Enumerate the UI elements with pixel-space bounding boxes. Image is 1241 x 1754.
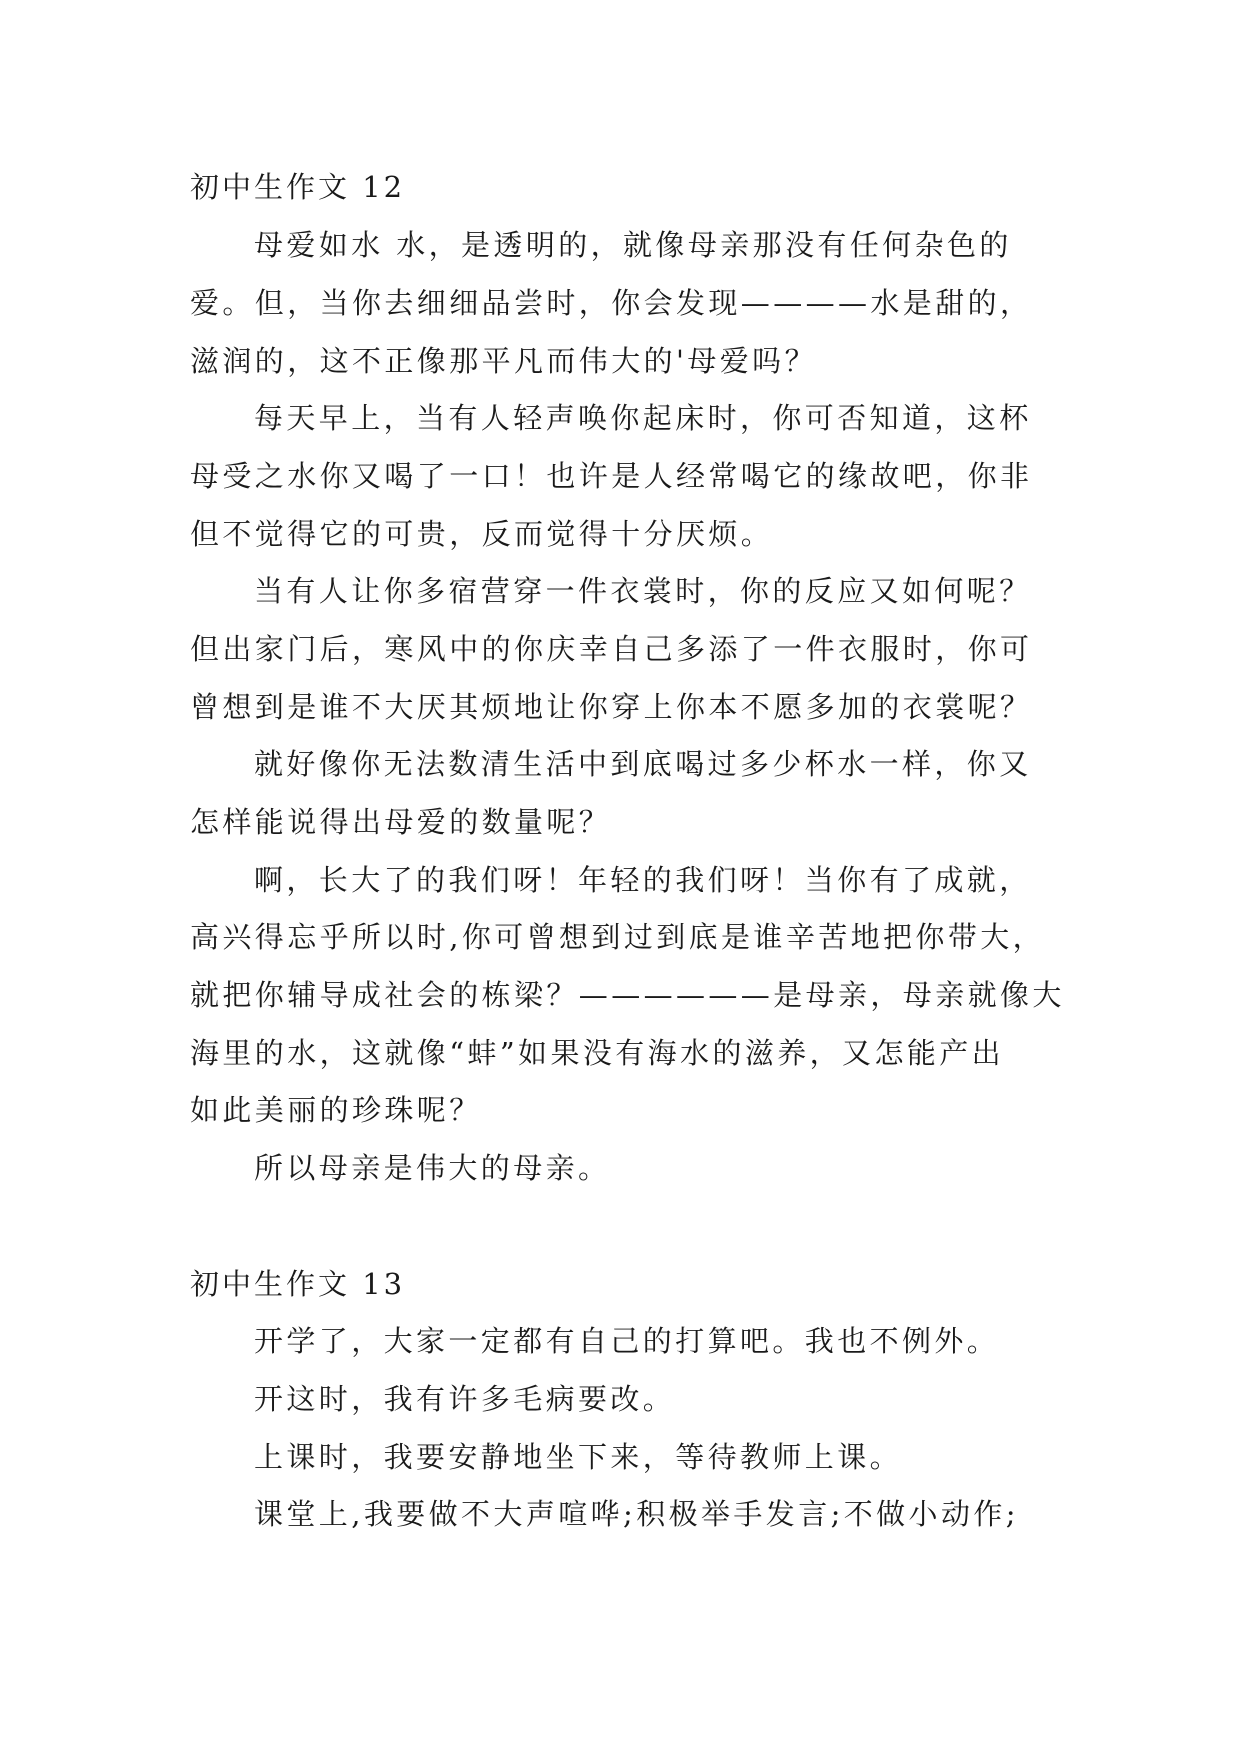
- essay-12-line-3: 滋润的，这不正像那平凡而伟大的'母爱吗？: [190, 344, 817, 378]
- essay-12-line-11: 怎样能说得出母爱的数量呢？: [190, 805, 612, 839]
- essay-13-line-3: 上课时，我要安静地坐下来，等待教师上课。: [254, 1440, 903, 1474]
- essay-12-line-2: 爱。但，当你去细细品尝时，你会发现————水是甜的，: [190, 286, 1033, 320]
- essay-12-line-10: 就好像你无法数清生活中到底喝过多少杯水一样，你又: [254, 747, 1032, 781]
- essay-12-line-14: 就把你辅导成社会的栋梁？——————是母亲，母亲就像大: [190, 978, 1065, 1012]
- essay-12-line-15: 海里的水，这就像“蚌”如果没有海水的滋养，又怎能产出: [190, 1036, 1005, 1070]
- essay-12-line-9: 曾想到是谁不大厌其烦地让你穿上你本不愿多加的衣裳呢？: [190, 690, 1033, 724]
- essay-12-line-6: 但不觉得它的可贵，反而觉得十分厌烦。: [190, 517, 774, 551]
- essay-12-line-13: 高兴得忘乎所以时,你可曾想到过到底是谁辛苦地把你带大，: [190, 920, 1046, 954]
- essay-12-line-16: 如此美丽的珍珠呢？: [190, 1093, 482, 1127]
- essay-13-line-4: 课堂上,我要做不大声喧哗;积极举手发言;不做小动作;: [254, 1497, 1019, 1531]
- essay-12-line-4: 每天早上，当有人轻声唤你起床时，你可否知道，这杯: [254, 401, 1032, 435]
- essay-12-line-17: 所以母亲是伟大的母亲。: [254, 1151, 611, 1185]
- essay-13-line-1: 开学了，大家一定都有自己的打算吧。我也不例外。: [254, 1324, 1000, 1358]
- essay-12-line-7: 当有人让你多宿营穿一件衣裳时，你的反应又如何呢？: [254, 574, 1032, 608]
- essay-13-title: 初中生作文 13: [190, 1267, 406, 1301]
- essay-12-title: 初中生作文 12: [190, 170, 406, 204]
- essay-12-line-1: 母爱如水 水，是透明的，就像母亲那没有任何杂色的: [254, 228, 1012, 262]
- essay-12-line-8: 但出家门后，寒风中的你庆幸自己多添了一件衣服时，你可: [190, 632, 1033, 666]
- essay-13-line-2: 开这时，我有许多毛病要改。: [254, 1382, 676, 1416]
- essay-12-line-12: 啊，长大了的我们呀！年轻的我们呀！当你有了成就，: [254, 863, 1032, 897]
- essay-12-line-5: 母受之水你又喝了一口！也许是人经常喝它的缘故吧，你非: [190, 459, 1033, 493]
